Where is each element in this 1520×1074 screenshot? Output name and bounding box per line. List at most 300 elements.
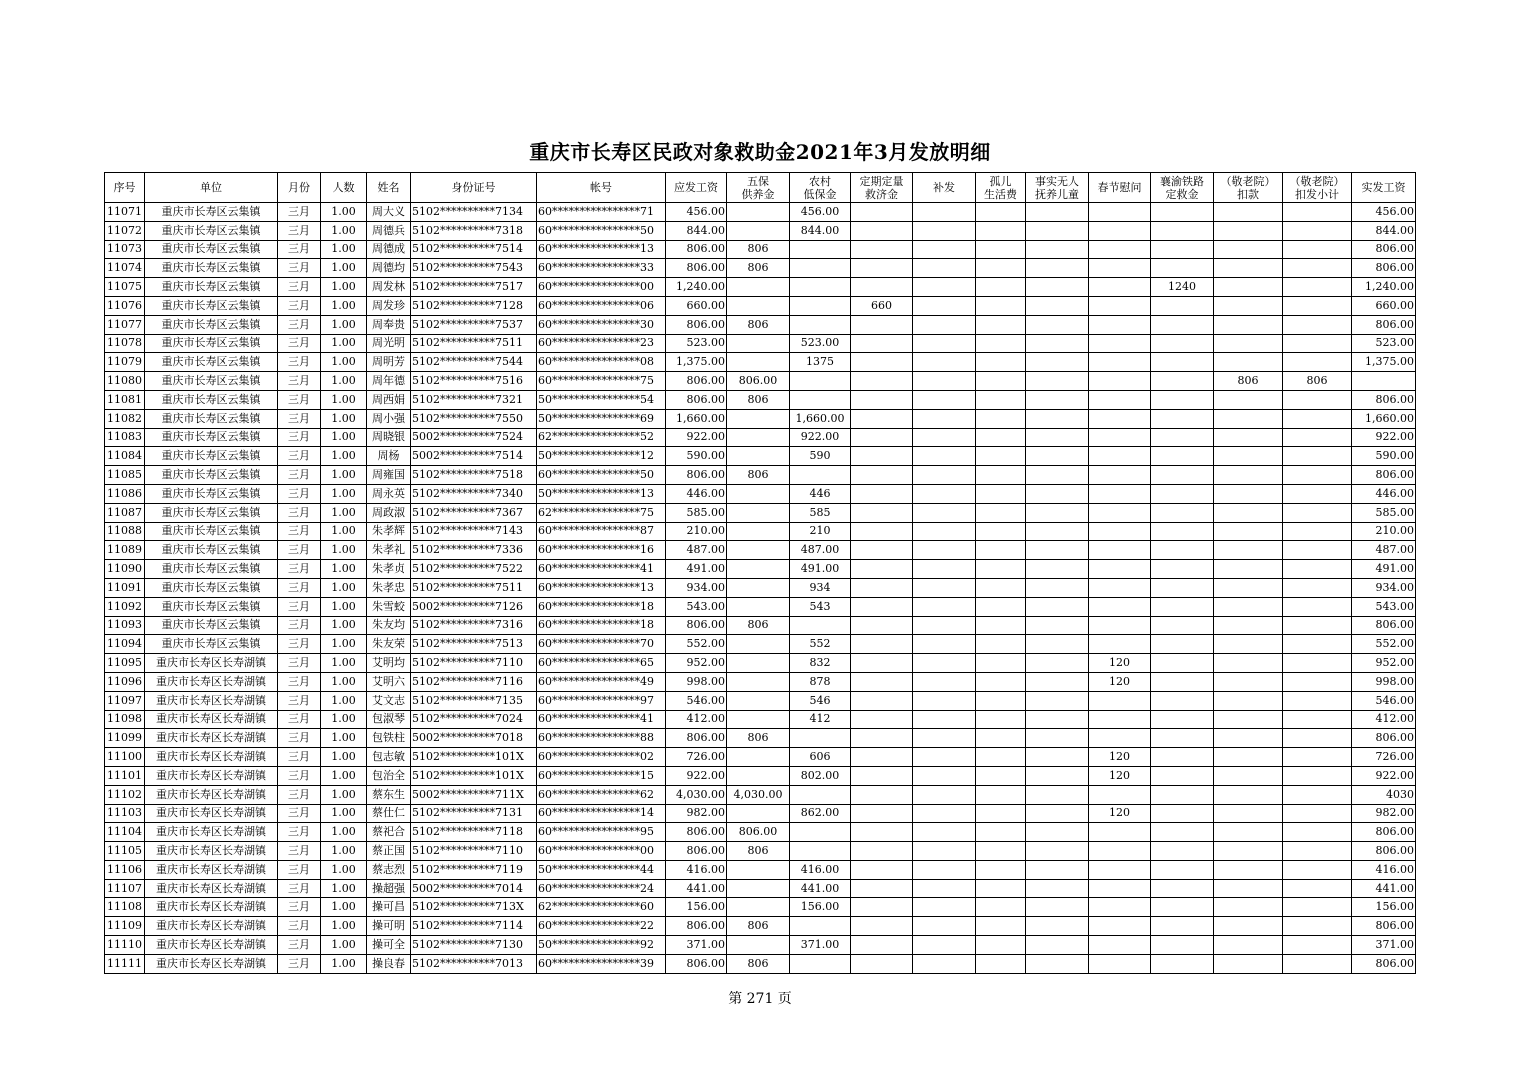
cell-rural-subsistence: 546 <box>790 691 851 710</box>
cell-nursing-home-withheld <box>1283 635 1352 654</box>
cell-spring-festival <box>1089 860 1151 879</box>
cell-gross-pay: 806.00 <box>666 954 727 973</box>
cell-account: 60****************15 <box>537 766 666 785</box>
cell-nursing-home-deduction <box>1214 879 1283 898</box>
cell-orphan-living <box>976 353 1026 372</box>
page-title: 重庆市长寿区民政对象救助金2021年3月发放明细 <box>529 140 991 164</box>
cell-five-guarantee <box>727 898 790 917</box>
cell-unit: 重庆市长寿区云集镇 <box>145 315 278 334</box>
cell-net-pay: 412.00 <box>1352 710 1416 729</box>
cell-gross-pay: 922.00 <box>666 428 727 447</box>
cell-name: 包铁柱 <box>367 729 411 748</box>
cell-month: 三月 <box>278 560 321 579</box>
cell-xiangyu-railway <box>1151 729 1214 748</box>
cell-id-number: 5102**********7516 <box>411 372 537 391</box>
cell-back-pay <box>913 898 976 917</box>
cell-unit: 重庆市长寿区云集镇 <box>145 578 278 597</box>
cell-gross-pay: 806.00 <box>666 616 727 635</box>
cell-id-number: 5102**********7131 <box>411 804 537 823</box>
cell-net-pay: 806.00 <box>1352 390 1416 409</box>
col-header-line1: 补发 <box>933 181 955 194</box>
table-row <box>105 484 1416 503</box>
cell-xiangyu-railway <box>1151 936 1214 955</box>
cell-nursing-home-withheld <box>1283 860 1352 879</box>
cell-month: 三月 <box>278 936 321 955</box>
col-header-line2: 定救金 <box>1165 187 1199 201</box>
cell-xiangyu-railway <box>1151 240 1214 259</box>
cell-de-facto-unsupported-child <box>1026 748 1089 767</box>
cell-orphan-living <box>976 560 1026 579</box>
cell-regular-relief <box>851 691 913 710</box>
col-header-line1: 事实无人 <box>1035 174 1079 188</box>
cell-id-number: 5102**********7543 <box>411 259 537 278</box>
cell-gross-pay: 844.00 <box>666 221 727 240</box>
cell-net-pay: 660.00 <box>1352 296 1416 315</box>
cell-gross-pay: 546.00 <box>666 691 727 710</box>
col-header-line1: 实发工资 <box>1361 181 1406 194</box>
cell-net-pay: 1,660.00 <box>1352 409 1416 428</box>
cell-gross-pay: 952.00 <box>666 654 727 673</box>
cell-de-facto-unsupported-child <box>1026 578 1089 597</box>
cell-nursing-home-withheld <box>1283 428 1352 447</box>
cell-back-pay <box>913 578 976 597</box>
cell-account: 60****************02 <box>537 748 666 767</box>
cell-count: 1.00 <box>321 729 367 748</box>
cell-unit: 重庆市长寿区云集镇 <box>145 466 278 485</box>
cell-id-number: 5102**********7522 <box>411 560 537 579</box>
cell-net-pay: 806.00 <box>1352 259 1416 278</box>
cell-xiangyu-railway <box>1151 804 1214 823</box>
table-row <box>105 804 1416 823</box>
cell-spring-festival <box>1089 729 1151 748</box>
cell-five-guarantee: 806 <box>727 729 790 748</box>
cell-five-guarantee: 806 <box>727 390 790 409</box>
cell-spring-festival: 120 <box>1089 804 1151 823</box>
cell-name: 周德兵 <box>367 221 411 240</box>
cell-name: 朱雪蛟 <box>367 597 411 616</box>
cell-net-pay: 487.00 <box>1352 541 1416 560</box>
cell-xiangyu-railway <box>1151 691 1214 710</box>
col-header-nursing-home-deduction <box>1214 173 1283 203</box>
cell-regular-relief <box>851 654 913 673</box>
cell-nursing-home-deduction <box>1214 484 1283 503</box>
cell-spring-festival <box>1089 428 1151 447</box>
table-row <box>105 296 1416 315</box>
cell-spring-festival <box>1089 484 1151 503</box>
cell-name: 蔡仕仁 <box>367 804 411 823</box>
cell-unit: 重庆市长寿区长寿湖镇 <box>145 898 278 917</box>
cell-back-pay <box>913 466 976 485</box>
cell-de-facto-unsupported-child <box>1026 654 1089 673</box>
cell-xiangyu-railway <box>1151 616 1214 635</box>
cell-rural-subsistence: 832 <box>790 654 851 673</box>
cell-five-guarantee <box>727 748 790 767</box>
cell-count: 1.00 <box>321 748 367 767</box>
cell-count: 1.00 <box>321 484 367 503</box>
cell-five-guarantee <box>727 503 790 522</box>
cell-spring-festival <box>1089 578 1151 597</box>
cell-count: 1.00 <box>321 860 367 879</box>
table-row <box>105 860 1416 879</box>
cell-xiangyu-railway <box>1151 503 1214 522</box>
cell-id-number: 5102**********7340 <box>411 484 537 503</box>
cell-rural-subsistence: 590 <box>790 447 851 466</box>
cell-name: 包志敏 <box>367 748 411 767</box>
cell-month: 三月 <box>278 372 321 391</box>
cell-rural-subsistence: 585 <box>790 503 851 522</box>
cell-seq: 11099 <box>105 729 145 748</box>
cell-name: 周杨 <box>367 447 411 466</box>
cell-unit: 重庆市长寿区长寿湖镇 <box>145 860 278 879</box>
col-header-line1: 人数 <box>332 181 355 194</box>
cell-gross-pay: 806.00 <box>666 372 727 391</box>
cell-de-facto-unsupported-child <box>1026 766 1089 785</box>
cell-name: 朱孝辉 <box>367 522 411 541</box>
cell-five-guarantee <box>727 409 790 428</box>
cell-xiangyu-railway <box>1151 203 1214 222</box>
cell-unit: 重庆市长寿区云集镇 <box>145 560 278 579</box>
cell-regular-relief <box>851 484 913 503</box>
cell-account: 50****************13 <box>537 484 666 503</box>
cell-xiangyu-railway <box>1151 597 1214 616</box>
cell-back-pay <box>913 409 976 428</box>
cell-nursing-home-deduction <box>1214 428 1283 447</box>
cell-nursing-home-deduction <box>1214 635 1283 654</box>
cell-orphan-living <box>976 503 1026 522</box>
cell-de-facto-unsupported-child <box>1026 898 1089 917</box>
cell-name: 周小强 <box>367 409 411 428</box>
cell-unit: 重庆市长寿区云集镇 <box>145 503 278 522</box>
cell-month: 三月 <box>278 428 321 447</box>
cell-back-pay <box>913 390 976 409</box>
cell-nursing-home-deduction <box>1214 860 1283 879</box>
cell-rural-subsistence: 491.00 <box>790 560 851 579</box>
table-row <box>105 654 1416 673</box>
table-row <box>105 409 1416 428</box>
cell-seq: 11091 <box>105 578 145 597</box>
col-header-line1: 定期定量 <box>859 174 904 188</box>
cell-spring-festival <box>1089 936 1151 955</box>
cell-id-number: 5102**********7013 <box>411 954 537 973</box>
cell-nursing-home-withheld <box>1283 466 1352 485</box>
cell-nursing-home-withheld <box>1283 766 1352 785</box>
cell-seq: 11092 <box>105 597 145 616</box>
cell-count: 1.00 <box>321 578 367 597</box>
cell-orphan-living <box>976 409 1026 428</box>
cell-id-number: 5102**********7517 <box>411 278 537 297</box>
cell-id-number: 5102**********7511 <box>411 334 537 353</box>
cell-account: 50****************69 <box>537 409 666 428</box>
cell-xiangyu-railway <box>1151 860 1214 879</box>
cell-account: 60****************95 <box>537 823 666 842</box>
cell-count: 1.00 <box>321 917 367 936</box>
cell-account: 60****************41 <box>537 560 666 579</box>
cell-de-facto-unsupported-child <box>1026 541 1089 560</box>
cell-net-pay: 806.00 <box>1352 315 1416 334</box>
cell-nursing-home-withheld <box>1283 409 1352 428</box>
cell-orphan-living <box>976 917 1026 936</box>
col-header-line2: 生活费 <box>984 187 1017 201</box>
cell-five-guarantee <box>727 541 790 560</box>
cell-gross-pay: 585.00 <box>666 503 727 522</box>
cell-name: 周永英 <box>367 484 411 503</box>
cell-xiangyu-railway <box>1151 879 1214 898</box>
cell-seq: 11109 <box>105 917 145 936</box>
cell-five-guarantee <box>727 278 790 297</box>
cell-five-guarantee <box>727 691 790 710</box>
cell-spring-festival <box>1089 560 1151 579</box>
cell-de-facto-unsupported-child <box>1026 879 1089 898</box>
cell-spring-festival <box>1089 597 1151 616</box>
cell-regular-relief <box>851 616 913 635</box>
cell-net-pay: 982.00 <box>1352 804 1416 823</box>
table-row <box>105 203 1416 222</box>
cell-net-pay: 806.00 <box>1352 954 1416 973</box>
cell-xiangyu-railway <box>1151 917 1214 936</box>
col-header-line1: （敬老院） <box>1289 174 1345 188</box>
cell-gross-pay: 806.00 <box>666 917 727 936</box>
cell-name: 周光明 <box>367 334 411 353</box>
cell-count: 1.00 <box>321 240 367 259</box>
cell-nursing-home-deduction <box>1214 597 1283 616</box>
cell-xiangyu-railway <box>1151 390 1214 409</box>
cell-spring-festival <box>1089 616 1151 635</box>
cell-regular-relief <box>851 954 913 973</box>
cell-rural-subsistence <box>790 278 851 297</box>
cell-name: 朱友荣 <box>367 635 411 654</box>
cell-nursing-home-deduction <box>1214 315 1283 334</box>
cell-nursing-home-withheld <box>1283 748 1352 767</box>
cell-orphan-living <box>976 578 1026 597</box>
col-header-line1: 序号 <box>113 181 136 194</box>
cell-rural-subsistence: 552 <box>790 635 851 654</box>
cell-account: 60****************71 <box>537 203 666 222</box>
cell-gross-pay: 806.00 <box>666 729 727 748</box>
cell-rural-subsistence <box>790 954 851 973</box>
cell-net-pay: 156.00 <box>1352 898 1416 917</box>
table-row <box>105 616 1416 635</box>
cell-nursing-home-deduction <box>1214 672 1283 691</box>
cell-orphan-living <box>976 654 1026 673</box>
cell-rural-subsistence: 862.00 <box>790 804 851 823</box>
cell-regular-relief <box>851 203 913 222</box>
cell-xiangyu-railway <box>1151 635 1214 654</box>
cell-net-pay: 806.00 <box>1352 616 1416 635</box>
cell-xiangyu-railway <box>1151 334 1214 353</box>
cell-nursing-home-deduction <box>1214 334 1283 353</box>
cell-nursing-home-deduction <box>1214 390 1283 409</box>
cell-seq: 11072 <box>105 221 145 240</box>
cell-nursing-home-withheld <box>1283 879 1352 898</box>
cell-seq: 11105 <box>105 842 145 861</box>
cell-month: 三月 <box>278 259 321 278</box>
cell-net-pay: 1,375.00 <box>1352 353 1416 372</box>
cell-month: 三月 <box>278 616 321 635</box>
cell-count: 1.00 <box>321 390 367 409</box>
cell-nursing-home-withheld <box>1283 541 1352 560</box>
cell-spring-festival <box>1089 691 1151 710</box>
cell-spring-festival <box>1089 898 1151 917</box>
cell-name: 周发珍 <box>367 296 411 315</box>
cell-gross-pay: 922.00 <box>666 766 727 785</box>
cell-nursing-home-deduction: 806 <box>1214 372 1283 391</box>
table-row <box>105 823 1416 842</box>
cell-rural-subsistence: 371.00 <box>790 936 851 955</box>
cell-month: 三月 <box>278 654 321 673</box>
cell-gross-pay: 660.00 <box>666 296 727 315</box>
cell-de-facto-unsupported-child <box>1026 672 1089 691</box>
cell-id-number: 5102**********7321 <box>411 390 537 409</box>
cell-de-facto-unsupported-child <box>1026 296 1089 315</box>
cell-unit: 重庆市长寿区长寿湖镇 <box>145 691 278 710</box>
cell-regular-relief <box>851 936 913 955</box>
cell-name: 艾明六 <box>367 672 411 691</box>
cell-count: 1.00 <box>321 672 367 691</box>
cell-unit: 重庆市长寿区长寿湖镇 <box>145 954 278 973</box>
cell-nursing-home-deduction <box>1214 221 1283 240</box>
cell-nursing-home-withheld <box>1283 710 1352 729</box>
cell-back-pay <box>913 691 976 710</box>
cell-gross-pay: 806.00 <box>666 823 727 842</box>
col-header-xiangyu-railway <box>1151 173 1214 203</box>
cell-id-number: 5102**********7318 <box>411 221 537 240</box>
col-header-net-pay <box>1352 173 1416 203</box>
cell-count: 1.00 <box>321 203 367 222</box>
cell-month: 三月 <box>278 842 321 861</box>
cell-orphan-living <box>976 541 1026 560</box>
table-row <box>105 221 1416 240</box>
col-header-count <box>321 173 367 203</box>
cell-de-facto-unsupported-child <box>1026 390 1089 409</box>
cell-nursing-home-withheld <box>1283 898 1352 917</box>
cell-xiangyu-railway <box>1151 954 1214 973</box>
cell-unit: 重庆市长寿区云集镇 <box>145 221 278 240</box>
cell-unit: 重庆市长寿区长寿湖镇 <box>145 936 278 955</box>
cell-count: 1.00 <box>321 879 367 898</box>
cell-spring-festival <box>1089 823 1151 842</box>
cell-account: 60****************88 <box>537 729 666 748</box>
cell-name: 周德均 <box>367 259 411 278</box>
cell-count: 1.00 <box>321 635 367 654</box>
cell-nursing-home-withheld <box>1283 221 1352 240</box>
table-row <box>105 672 1416 691</box>
cell-month: 三月 <box>278 278 321 297</box>
cell-account: 60****************97 <box>537 691 666 710</box>
cell-regular-relief <box>851 503 913 522</box>
cell-account: 60****************30 <box>537 315 666 334</box>
cell-five-guarantee: 806 <box>727 954 790 973</box>
cell-net-pay: 1,240.00 <box>1352 278 1416 297</box>
cell-rural-subsistence <box>790 917 851 936</box>
cell-count: 1.00 <box>321 936 367 955</box>
cell-account: 60****************18 <box>537 597 666 616</box>
cell-xiangyu-railway <box>1151 672 1214 691</box>
cell-nursing-home-withheld <box>1283 278 1352 297</box>
cell-nursing-home-deduction <box>1214 785 1283 804</box>
cell-name: 周晓银 <box>367 428 411 447</box>
cell-name: 周奉贵 <box>367 315 411 334</box>
col-header-line1: 五保 <box>747 174 769 188</box>
cell-seq: 11083 <box>105 428 145 447</box>
cell-count: 1.00 <box>321 409 367 428</box>
cell-rural-subsistence: 1375 <box>790 353 851 372</box>
col-header-line1: 孤儿 <box>989 174 1012 188</box>
cell-five-guarantee: 806.00 <box>727 372 790 391</box>
cell-regular-relief: 660 <box>851 296 913 315</box>
cell-nursing-home-deduction <box>1214 710 1283 729</box>
table-row <box>105 748 1416 767</box>
cell-xiangyu-railway <box>1151 541 1214 560</box>
cell-five-guarantee: 806.00 <box>727 823 790 842</box>
cell-seq: 11095 <box>105 654 145 673</box>
cell-count: 1.00 <box>321 560 367 579</box>
cell-month: 三月 <box>278 503 321 522</box>
cell-orphan-living <box>976 372 1026 391</box>
cell-five-guarantee <box>727 635 790 654</box>
cell-count: 1.00 <box>321 334 367 353</box>
cell-gross-pay: 934.00 <box>666 578 727 597</box>
cell-five-guarantee <box>727 597 790 616</box>
cell-account: 62****************60 <box>537 898 666 917</box>
page-number: 第 271 页 <box>728 991 792 1007</box>
cell-count: 1.00 <box>321 296 367 315</box>
table-row <box>105 240 1416 259</box>
cell-nursing-home-deduction <box>1214 954 1283 973</box>
table-row <box>105 917 1416 936</box>
cell-unit: 重庆市长寿区云集镇 <box>145 372 278 391</box>
cell-five-guarantee <box>727 578 790 597</box>
cell-back-pay <box>913 804 976 823</box>
cell-account: 60****************39 <box>537 954 666 973</box>
cell-seq: 11085 <box>105 466 145 485</box>
cell-unit: 重庆市长寿区云集镇 <box>145 334 278 353</box>
cell-unit: 重庆市长寿区长寿湖镇 <box>145 842 278 861</box>
cell-five-guarantee <box>727 804 790 823</box>
cell-spring-festival <box>1089 390 1151 409</box>
col-header-line1: 月份 <box>288 181 310 194</box>
cell-net-pay: 491.00 <box>1352 560 1416 579</box>
cell-nursing-home-withheld <box>1283 785 1352 804</box>
cell-net-pay: 806.00 <box>1352 466 1416 485</box>
cell-gross-pay: 543.00 <box>666 597 727 616</box>
cell-de-facto-unsupported-child <box>1026 278 1089 297</box>
cell-rural-subsistence <box>790 729 851 748</box>
cell-unit: 重庆市长寿区云集镇 <box>145 259 278 278</box>
cell-seq: 11098 <box>105 710 145 729</box>
cell-net-pay: 806.00 <box>1352 917 1416 936</box>
cell-orphan-living <box>976 804 1026 823</box>
cell-account: 60****************18 <box>537 616 666 635</box>
cell-seq: 11084 <box>105 447 145 466</box>
cell-count: 1.00 <box>321 447 367 466</box>
cell-orphan-living <box>976 466 1026 485</box>
cell-gross-pay: 487.00 <box>666 541 727 560</box>
cell-seq: 11110 <box>105 936 145 955</box>
cell-xiangyu-railway <box>1151 428 1214 447</box>
cell-regular-relief <box>851 259 913 278</box>
cell-nursing-home-withheld <box>1283 259 1352 278</box>
cell-de-facto-unsupported-child <box>1026 372 1089 391</box>
cell-account: 60****************08 <box>537 353 666 372</box>
cell-net-pay: 456.00 <box>1352 203 1416 222</box>
cell-xiangyu-railway <box>1151 654 1214 673</box>
cell-name: 朱友均 <box>367 616 411 635</box>
cell-back-pay <box>913 334 976 353</box>
cell-regular-relief <box>851 353 913 372</box>
cell-back-pay <box>913 372 976 391</box>
cell-unit: 重庆市长寿区长寿湖镇 <box>145 785 278 804</box>
cell-nursing-home-withheld <box>1283 597 1352 616</box>
